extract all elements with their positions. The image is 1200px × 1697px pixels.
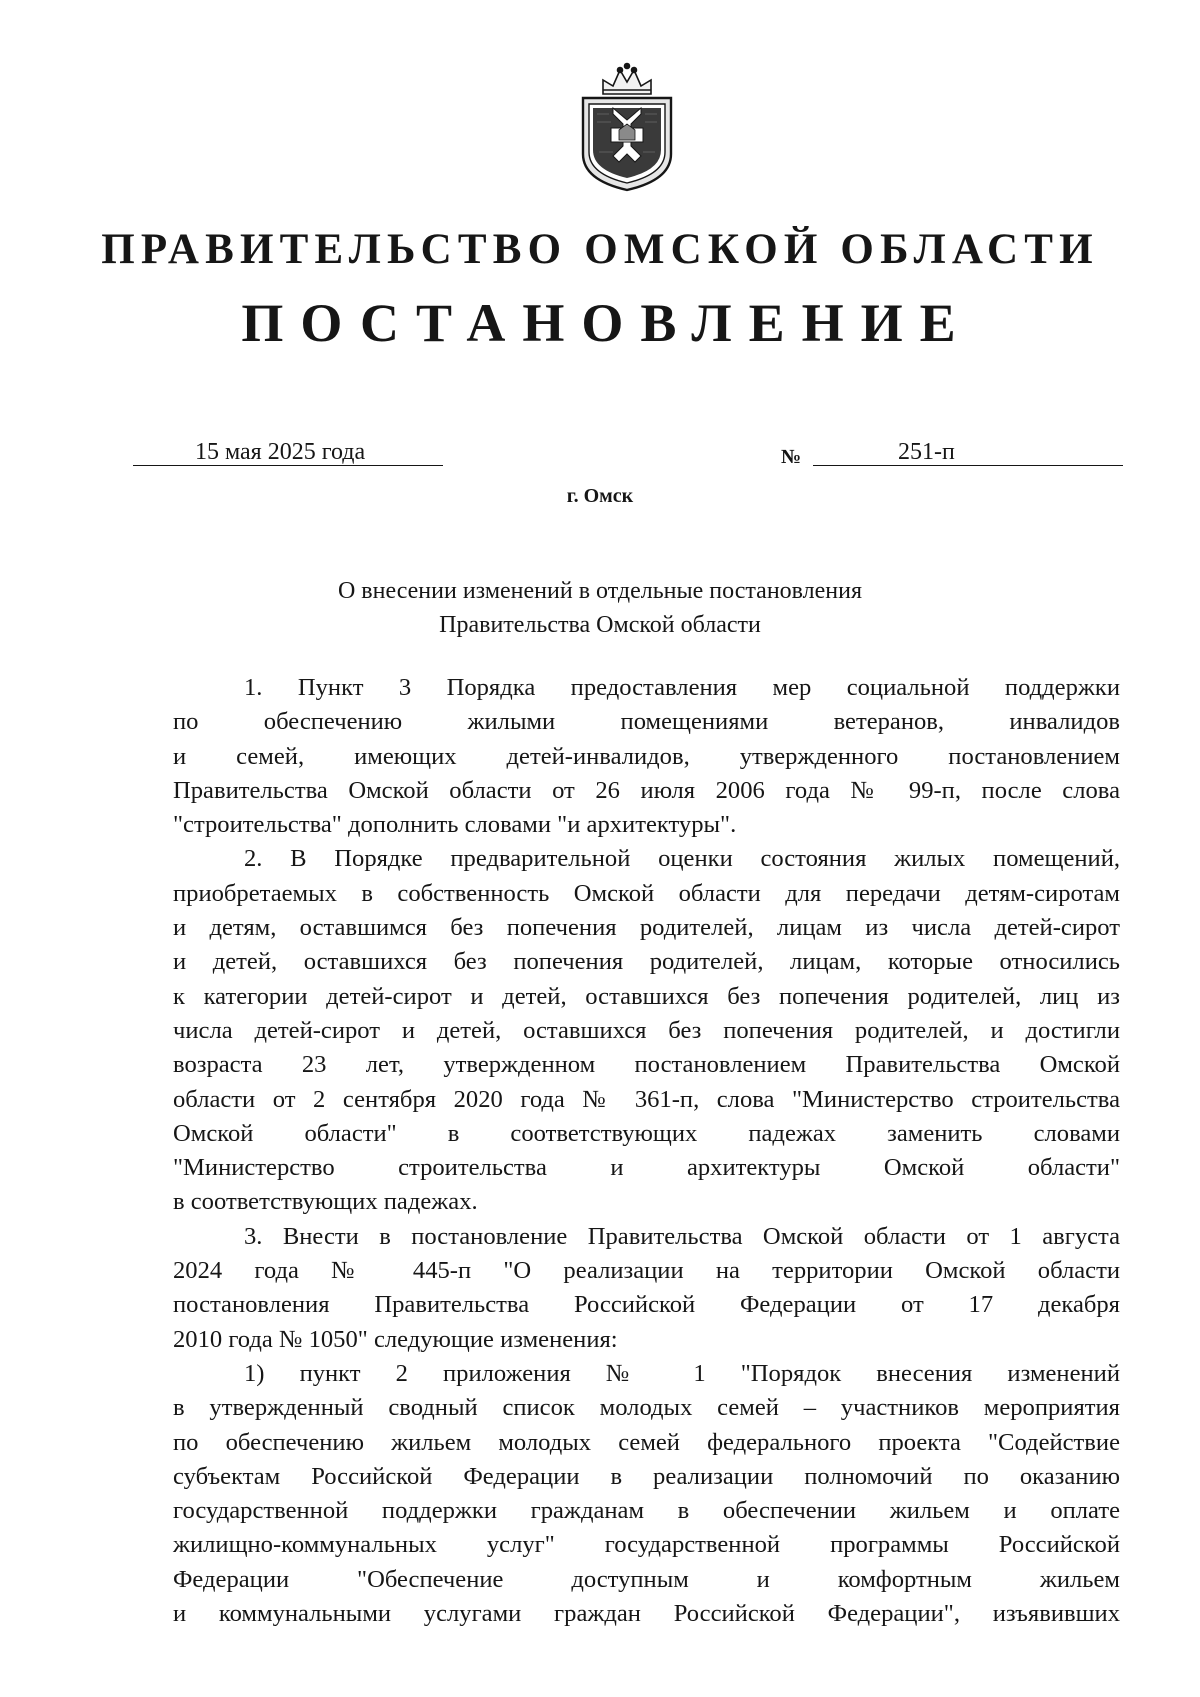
body-line: по обеспечению жилыми помещениями ветеранов, инвалидов [173,708,1120,736]
subject-line: О внесении изменений в отдельные постановления [337,578,863,604]
subject-line: Правительства Омской области [439,612,761,638]
number-sign: № [781,446,802,468]
body-line: 2. В Порядке предварительной оценки состояния жилых помещений, [244,845,1120,873]
body-line: 3. Внести в постановление Правительства Омской области от 1 августа [244,1222,1120,1250]
document-city: г. Омск [566,485,634,507]
body-line: в соответствующих падежах. [173,1188,478,1216]
body-line: Омской области" в соответствующих падежах заменить словами [173,1119,1120,1147]
body-line: и коммунальными услугами граждан Российской Федерации", изъявивших [173,1600,1120,1628]
date-underline [133,465,443,466]
body-line: субъектам Российской Федерации в реализации полномочий по оказанию [173,1462,1120,1490]
document-date: 15 мая 2025 года [195,439,366,465]
body-line: 1) пункт 2 приложения № 1 "Порядок внесения изменений [244,1359,1120,1387]
body-line: и детей, оставшихся без попечения родителей, лицам, которые относились [173,948,1120,976]
body-line: "строительства" дополнить словами "и архитектуры". [173,811,737,839]
body-line: Правительства Омской области от 26 июля 2006 года № 99-п, после слова [173,776,1120,804]
body-line: по обеспечению жильем молодых семей федерального проекта "Содействие [173,1428,1120,1456]
document-number: 251-п [898,439,955,465]
body-line: государственной поддержки гражданам в обеспечении жильем и оплате [173,1497,1120,1525]
body-line: Федерации "Обеспечение доступным и комфортным жильем [173,1565,1120,1593]
document-type-title: ПОСТАНОВЛЕНИЕ [241,293,973,353]
document-subject [0,574,1200,642]
body-line: 1. Пункт 3 Порядка предоставления мер социальной поддержки [244,674,1120,701]
body-line: 2010 года № 1050" следующие изменения: [173,1325,618,1353]
body-line: возраста 23 лет, утвержденном постановлением Правительства Омской [173,1051,1120,1079]
document-body [173,671,1120,1631]
body-line: 2024 года № 445-п "О реализации на территории Омской области [173,1257,1120,1285]
body-line: в утвержденный сводный список молодых семей – участников мероприятия [173,1394,1120,1422]
body-line: приобретаемых в собственность Омской области для передачи детям-сиротам [173,879,1120,907]
body-line: и детям, оставшимся без попечения родителей, лицам из числа детей-сирот [173,914,1120,942]
number-underline [813,465,1123,466]
body-line: и семей, имеющих детей-инвалидов, утвержденного постановлением [173,742,1120,770]
body-line: постановления Правительства Российской Федерации от 17 декабря [173,1291,1120,1319]
body-line: области от 2 сентября 2020 года № 361-п, слова "Министерство строительства [173,1085,1120,1113]
government-title: ПРАВИТЕЛЬСТВО ОМСКОЙ ОБЛАСТИ [101,226,1099,273]
body-line: "Министерство строительства и архитектуры Омской области" [173,1154,1120,1182]
body-line: числа детей-сирот и детей, оставшихся без попечения родителей, и достигли [173,1016,1120,1044]
body-line: к категории детей-сирот и детей, оставшихся без попечения родителей, лиц из [173,982,1120,1010]
coat-of-arms-emblem [573,62,681,192]
body-line: жилищно-коммунальных услуг" государственной программы Российской [173,1531,1120,1559]
